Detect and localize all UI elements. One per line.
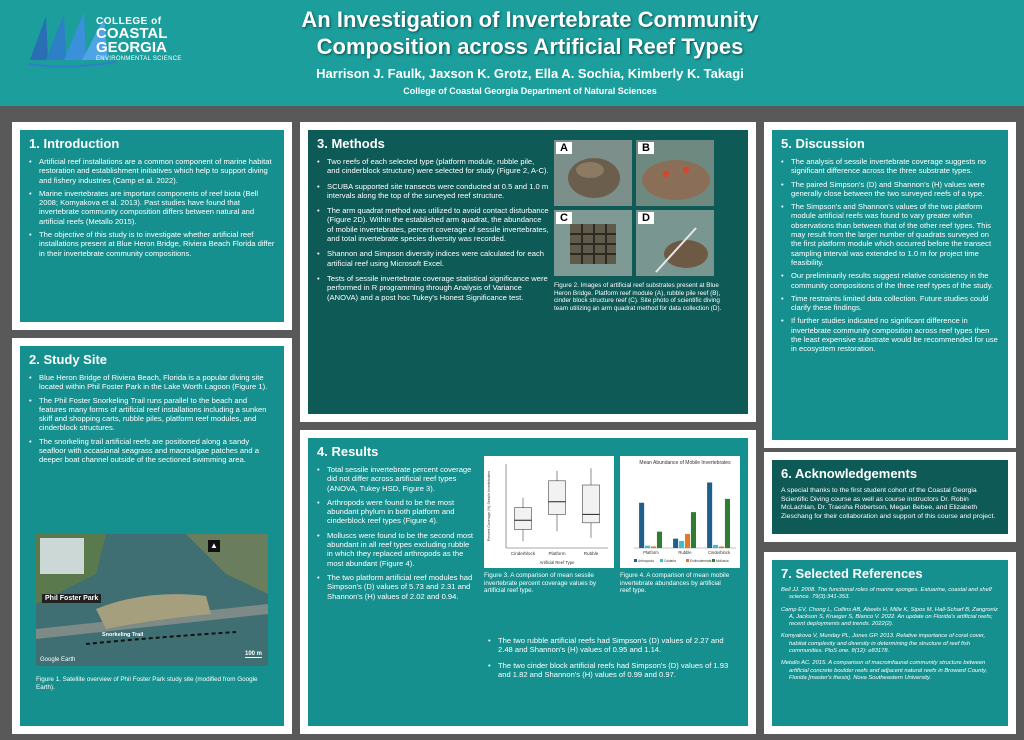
legend-label: Arthropoda <box>638 559 654 563</box>
list-item: • The two cinder block artificial reefs had Simpson's (D) values of 1.93 and 1.82 and Shannon's (H) values of 0.99 and 0.97. <box>488 661 738 680</box>
x-tick-label: Platform <box>643 550 659 555</box>
poster-title <box>180 6 880 60</box>
bar <box>713 545 718 548</box>
list-item: • If further studies indicated no significant difference in invertebrate community composition across reef types then the least expensive substrate would be recommended for use in ecosystem restoration. <box>781 316 999 353</box>
list-item: • The objective of this study is to investigate whether artificial reef installations present at Blue Heron Bridge, Riviera Beach Florida differ in their invertebrate community compositions. <box>29 230 275 258</box>
methods-list <box>317 157 549 302</box>
reference-item: Metallo AC. 2015. A comparison of macroinfaunal community structure between artificial concrete boulder reefs and adjacent natural reefs in Broward County, Florida [master's thesis]. Nova Southeastern University. <box>781 660 988 681</box>
satellite-map <box>36 534 268 666</box>
photo-platform-reef <box>554 140 632 206</box>
box-body <box>583 485 600 523</box>
methods-heading: 3. Methods <box>317 136 385 151</box>
boxplot-svg <box>484 456 614 568</box>
study-site-panel <box>20 346 284 726</box>
list-item: • Blue Heron Bridge of Riviera Beach, Florida is a popular diving site located within Phil Foster Park in the Lake Worth Lagoon (Figure 1). <box>29 373 275 392</box>
reef-photos <box>554 140 714 276</box>
results-list-right <box>488 636 738 683</box>
legend-swatch <box>660 559 663 562</box>
bar <box>673 539 678 548</box>
poster-header <box>0 0 1024 106</box>
list-item: • The two rubble artificial reefs had Simpson's (D) values of 2.27 and 2.48 and Shannon's (H) values of 0.95 and 1.14. <box>488 636 738 655</box>
reference-item: Bell JJ. 2008. The functional roles of marine sponges. Estuarine, coastal and shelf science. 79(3):341-353. <box>781 587 992 601</box>
list-item: • The analysis of sessile invertebrate coverage suggests no significant difference across the three substrate types. <box>781 157 999 176</box>
introduction-panel <box>20 130 284 322</box>
bar <box>685 534 690 548</box>
bar <box>725 499 730 548</box>
list-item: • Shannon and Simpson diversity indices were calculated for each artificial reef using Microsoft Excel. <box>317 249 549 268</box>
legend-label: Cnidaria <box>664 559 676 563</box>
list-item: • The Phil Foster Snorkeling Trail runs parallel to the beach and features many forms of artificial reef installations including a sunken skiff and shopping carts, rubble piles, platform reef modules, and cinderblock structures. <box>29 396 275 433</box>
title-line-2: Composition across Artificial Reef Types <box>316 34 744 59</box>
x-tick-label: Rubble <box>678 550 692 555</box>
list-item: • Marine invertebrates are important components of reef biota (Bell 2008; Komyakova et al. 2013). Past studies have found that invertebrate community composition differs between natural and artificial reefs (Metallo 2015). <box>29 189 275 226</box>
reference-item: Camp EV, Chong L, Collins AB, Abeels H, Mille K, Sipos M, Hall-Scharf B, Zangroniz A, Jackson S, Krueger S, Blanco V. 2022. An update on Florida's artificial reefs; recent deployments and trends. 2022(2). <box>781 606 998 628</box>
photo-letter-b: B <box>638 142 654 154</box>
reference-item: Komyakova V, Munday PL, Jones GP. 2013. Relative importance of coral cover, habitat complexity and diversity in determining the structure of reef fish communities. PloS one. 8(12): e83178. <box>781 633 986 655</box>
park-label-text: Phil Foster Park <box>45 595 99 602</box>
legend-swatch <box>686 559 689 562</box>
discussion-heading: 5. Discussion <box>781 136 865 151</box>
list-item: • Molluscs were found to be the second most abundant in all reef types excluding rubble in which they replaced arthropods as the most abundant (Figure 4). <box>317 531 477 568</box>
x-tick-label: Cinderblock <box>707 550 731 555</box>
logo-line-2: COASTAL <box>96 25 168 42</box>
list-item: • Arthropods were found to be the most abundant phylum in both platform and cinderblock reef types (Figure 4). <box>317 498 477 526</box>
department: College of Coastal Georgia Department of Natural Sciences <box>403 86 657 96</box>
results-card <box>300 430 756 734</box>
map-source: Google Earth <box>40 657 76 663</box>
list-item: • The paired Simpson's (D) and Shannon's (H) values were generally close between the two surveyed reefs of a type. <box>781 180 999 199</box>
logo-line-3: GEORGIA <box>96 39 167 56</box>
list-item: • Our preliminarily results suggest relative consistency in the community compositions of the three reef types of the study. <box>781 271 999 290</box>
box-body <box>515 508 532 530</box>
logo-line-4: ENVIRONMENTAL SCIENCE <box>96 56 182 62</box>
logo-text <box>96 16 182 62</box>
trail-label: Snorkeling Trail <box>102 632 144 638</box>
box-body <box>549 481 566 515</box>
methods-card <box>300 122 756 422</box>
discussion-card <box>764 122 1016 448</box>
figure-2-caption: Figure 2. Images of artificial reef substrates present at Blue Heron Bridge. Platform reef module (A), rubble pile reef (B), cinder block structure reef (C). Site photo of scientific diving team utilizing an arm quadrat method for data collection (D). <box>554 282 722 312</box>
list-item: • Artificial reef installations are a common component of marine habitat restoration and establishment initiatives which help to support diving and fishery industries (Camp et al. 2022). <box>29 157 275 185</box>
figure-1-caption: Figure 1. Satellite overview of Phil Foster Park study site (modified from Google Earth). <box>36 676 258 691</box>
photo-letter-a: A <box>556 142 572 154</box>
x-tick-label: Platform <box>548 551 566 556</box>
barchart-svg <box>620 456 740 568</box>
photo-letter-c: C <box>556 212 572 224</box>
photo-rubble-reef <box>636 140 714 206</box>
list-item: • The two platform artificial reef modules had Simpson's (D) values of 5.73 and 2.31 and Shannon's (H) values of 2.02 and 0.94. <box>317 573 477 601</box>
bar <box>645 546 650 548</box>
bar <box>651 546 656 548</box>
introduction-heading: 1. Introduction <box>29 136 120 151</box>
list-item: • SCUBA supported site transects were conducted at 0.5 and 1.0 m intervals along the top of the surveyed reef structure. <box>317 182 549 201</box>
authors: Harrison J. Faulk, Jaxson K. Grotz, Ella A. Sochia, Kimberly K. Takagi <box>316 66 744 81</box>
x-tick-label: Cinderblock <box>510 551 536 556</box>
bar <box>657 532 662 548</box>
x-axis-label: Artificial Reef Type <box>539 560 575 565</box>
results-list-left <box>317 465 477 601</box>
legend-swatch <box>634 559 637 562</box>
north-arrow-icon: ▲ <box>208 540 220 552</box>
y-axis-label: Percent Coverage (%) Sessile Invertebrates <box>487 470 491 542</box>
legend-label: Mollusca <box>716 559 729 563</box>
discussion-list <box>781 157 999 354</box>
list-item: • Two reefs of each selected type (platform module, rubble pile, and cinderblock structure) were selected for study (Figure 2, A-C). <box>317 157 549 176</box>
photo-letter-d: D <box>638 212 654 224</box>
acknowledgements-panel <box>772 460 1008 534</box>
introduction-list <box>29 157 275 258</box>
scale-bar: 100 m <box>244 651 262 657</box>
x-tick-label: Rubble <box>583 551 599 556</box>
bar <box>707 482 712 548</box>
study-site-card <box>12 338 292 734</box>
methods-panel <box>308 130 748 414</box>
park-label <box>42 594 101 603</box>
discussion-panel <box>772 130 1008 440</box>
list-item: • The Simpson's and Shannon's values of the two platform module artificial reefs was found to vary greater within observations than between that of the other reef types. This may result from the larger number of quadrats surveyed on the first platform module which occurred before the transect sampling interval was extended to 1.0 m for project time feasibility. <box>781 202 999 267</box>
acknowledgements-card <box>764 452 1016 542</box>
photo-cinderblock-reef <box>554 210 632 276</box>
logo-line-1: COLLEGE of <box>96 16 162 27</box>
figure-4-caption: Figure 4. A comparison of mean mobile invertebrate abundances by artificial reef type. <box>620 572 730 595</box>
acknowledgements-text: A special thanks to the first student cohort of the Coastal Georgia Scientific Diving course as well as course instructors Dr. Robin McLachlan, Dr. Traesha Robertson, Megan Bebee, and Elizabeth Zieschang for their collaboration and support of this course and project. <box>781 487 996 520</box>
study-site-heading: 2. Study Site <box>29 352 108 367</box>
references-panel <box>772 560 1008 726</box>
list-item: • The arm quadrat method was utilized to avoid contact disturbance (Figure 2D). Within the established arm quadrat, the abundance of mobile invertebrates, percent coverage of sessile invertebrates, and total invertebrate species diversity was recorded. <box>317 206 549 243</box>
photo-arm-quadrat <box>636 210 714 276</box>
introduction-card <box>12 122 292 330</box>
legend-label: Echinodermata <box>690 559 712 563</box>
figure-3-chart <box>484 456 614 568</box>
title-line-1: An Investigation of Invertebrate Community <box>301 7 759 32</box>
list-item: • The snorkeling trail artificial reefs are positioned along a sandy seafloor with occasional seagrass and macroalgae patches and a deeper boat channel outside of the sectioned swimming area. <box>29 437 275 465</box>
references-heading: 7. Selected References <box>781 566 923 581</box>
results-heading: 4. Results <box>317 444 379 459</box>
poster-body <box>0 106 1024 740</box>
references-card <box>764 552 1016 734</box>
study-site-list <box>29 373 275 465</box>
list-item: • Total sessile invertebrate percent coverage did not differ across artificial reef types (ANOVA, Tukey HSD, Figure 3). <box>317 465 477 493</box>
acknowledgements-heading: 6. Acknowledgements <box>781 466 918 481</box>
figure-4-chart <box>620 456 740 568</box>
list-item: • Tests of sessile invertebrate coverage statistical significance were performed in R programming through Analysis of Variance (ANOVA) and a post hoc Tukey's Honest Significance test. <box>317 274 549 302</box>
bar <box>679 541 684 548</box>
results-panel <box>308 438 748 726</box>
chart-title: Mean Abundance of Mobile Invertebrates <box>639 460 731 466</box>
legend-swatch <box>712 559 715 562</box>
bar <box>719 546 724 548</box>
list-item: • Time restraints limited data collection. Future studies could clarify these findings. <box>781 294 999 313</box>
figure-3-caption: Figure 3. A comparison of mean sessile invertebrate percent coverage values by artificial reef type. <box>484 572 597 595</box>
bar <box>639 503 644 548</box>
bar <box>691 512 696 548</box>
